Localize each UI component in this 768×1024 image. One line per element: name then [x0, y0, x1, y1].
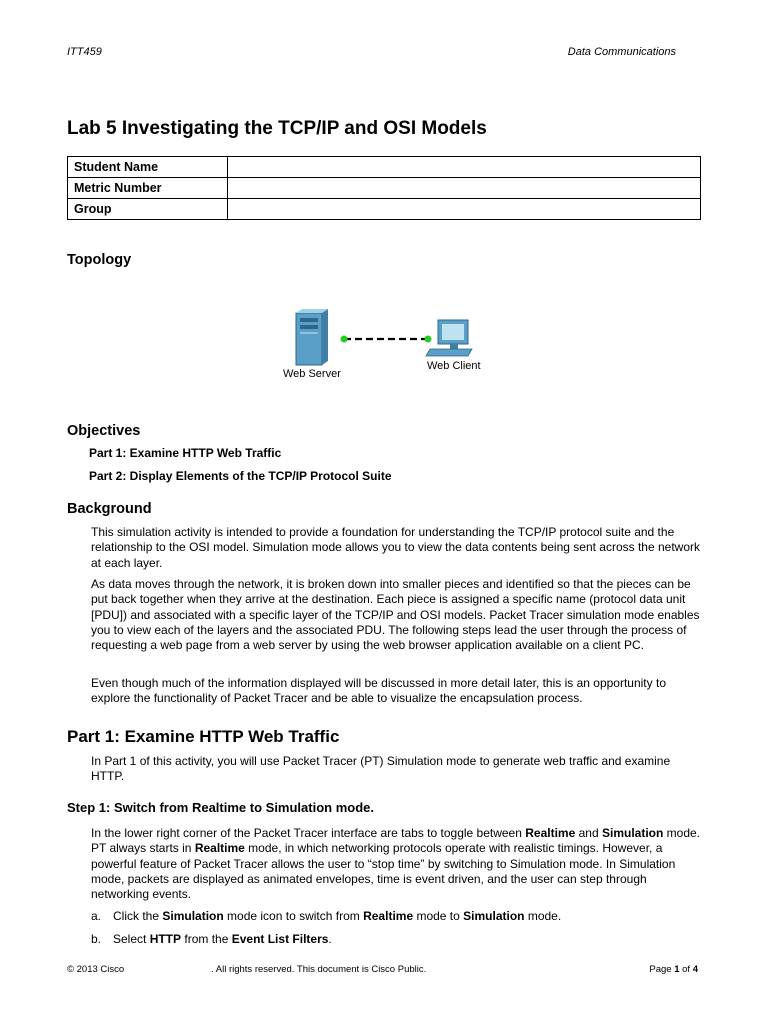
- part-1-intro: In Part 1 of this activity, you will use Packet Tracer (PT) Simulation mode to generate web traffic and examine HTTP.: [91, 754, 671, 784]
- part-1-heading: Part 1: Examine HTTP Web Traffic: [67, 727, 340, 746]
- objective-part-2: Part 2: Display Elements of the TCP/IP Protocol Suite: [89, 469, 392, 483]
- table-row: [68, 157, 701, 178]
- step-1-paragraph: In the lower right corner of the Packet Tracer interface are tabs to toggle between Realtime and Simulation mode. PT always starts in Realtime mode, in which networking protocols operate with realistic timings. However, a powerful feature of Packet Tracer allows the user to “stop time” by switching to Simulation mode. In Simulation mode, packets are displayed as animated envelopes, time is event driven, and the user can step through networking events.: [91, 826, 701, 902]
- link-light-server: [341, 336, 348, 343]
- group-field[interactable]: [228, 199, 701, 220]
- footer-copyright: © 2013 Cisco: [67, 964, 125, 975]
- page-title: Lab 5 Investigating the TCP/IP and OSI Models: [67, 118, 487, 139]
- client-label: Web Client: [427, 360, 481, 372]
- server-label: Web Server: [283, 368, 341, 380]
- topology-heading: Topology: [67, 252, 132, 268]
- link-light-client: [425, 336, 432, 343]
- footer-rights: . All rights reserved. This document is Cisco Public.: [211, 964, 427, 975]
- step-1-heading: Step 1: Switch from Realtime to Simulation mode.: [67, 800, 374, 815]
- list-item: a. Click the Simulation mode icon to switch from Realtime mode to Simulation mode.: [91, 909, 562, 923]
- student-name-field[interactable]: [228, 157, 701, 178]
- topology-diagram: [278, 305, 498, 385]
- background-paragraph-3: Even though much of the information displayed will be discussed in more detail later, this is an opportunity to explore the functionality of Packet Tracer and be able to visualize the encapsulation process.: [91, 676, 666, 706]
- list-item: b. Select HTTP from the Event List Filters.: [91, 932, 332, 946]
- table-row: [68, 199, 701, 220]
- server-icon: [296, 309, 328, 365]
- group-label: Group: [68, 199, 228, 220]
- header-subject: Data Communications: [567, 46, 676, 58]
- footer-page-number: Page 1 of 4: [649, 964, 698, 975]
- header-course: ITT459: [67, 46, 102, 58]
- student-name-label: Student Name: [68, 157, 228, 178]
- pc-icon: [426, 320, 472, 356]
- student-info-table: [67, 156, 701, 220]
- objective-part-1: Part 1: Examine HTTP Web Traffic: [89, 446, 282, 460]
- metric-number-label: Metric Number: [68, 178, 228, 199]
- table-row: [68, 178, 701, 199]
- metric-number-field[interactable]: [228, 178, 701, 199]
- background-paragraph-1: This simulation activity is intended to provide a foundation for understanding the TCP/IP protocol suite and the relationship to the OSI model. Simulation mode allows you to view the data contents being sent across the network at each layer.: [91, 525, 700, 570]
- background-paragraph-2: As data moves through the network, it is broken down into smaller pieces and identified so that the pieces can be put back together when they arrive at the destination. Each piece is assigned a specific name (protocol data unit [PDU]) and associated with a specific layer of the TCP/IP and OSI models. Packet Tracer simulation mode enables you to view each of the layers and the associated PDU. The following steps lead the user through the process of requesting a web page from a web server by using the web browser application available on a client PC.: [91, 577, 700, 653]
- background-heading: Background: [67, 501, 152, 517]
- objectives-heading: Objectives: [67, 423, 141, 439]
